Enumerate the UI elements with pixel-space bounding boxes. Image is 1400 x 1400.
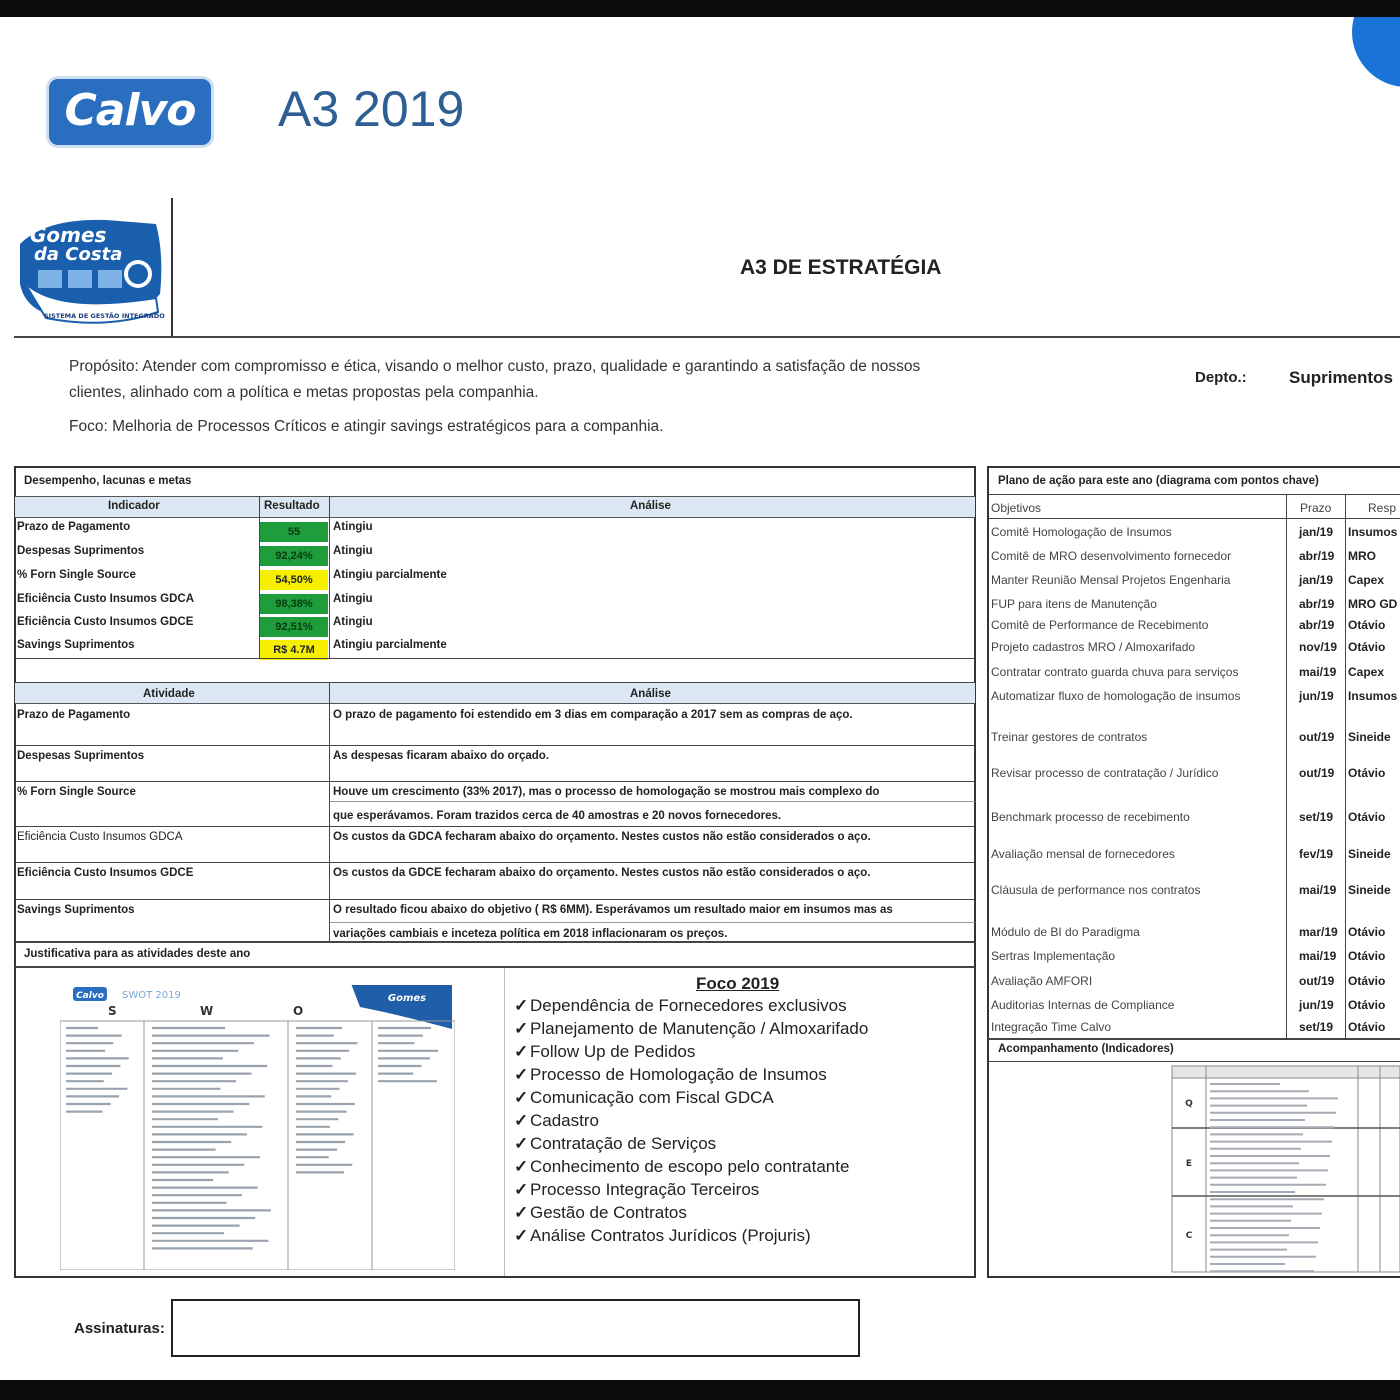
plano-resp: Otávio xyxy=(1348,949,1386,963)
plano-prazo: jan/19 xyxy=(1299,573,1334,587)
desempenho-analise: Atingiu xyxy=(333,593,373,605)
indicadores-group-e: E xyxy=(1185,1159,1193,1169)
desempenho-resultado: 55 xyxy=(260,522,328,542)
plano-objetivo: Comitê de MRO desenvolvimento fornecedor xyxy=(991,549,1232,563)
desempenho-header-resultado: Resultado xyxy=(264,500,320,512)
plano-objetivo: Contratar contrato guarda chuva para serviços xyxy=(991,665,1239,679)
proposito-text: Propósito: Atender com compromisso e ética, visando o melhor custo, prazo, qualidade e garantindo a satisfação de nossos clientes, alinhado com a política e metas propostas pela companhia. xyxy=(69,358,921,401)
gomes-logo-line1: Gomes xyxy=(30,223,107,247)
plano-objetivo: Cláusula de performance nos contratos xyxy=(991,883,1201,897)
foco2019-item: Comunicação com Fiscal GDCA xyxy=(530,1088,774,1107)
plano-prazo: out/19 xyxy=(1299,766,1335,780)
foco2019-item: Gestão de Contratos xyxy=(530,1203,687,1222)
indicadores-group-c: C xyxy=(1185,1231,1193,1241)
plano-objetivo: Comitê Homologação de Insumos xyxy=(991,525,1172,539)
corner-blue-shape xyxy=(1352,17,1400,102)
acompanhamento-title: Acompanhamento (Indicadores) xyxy=(998,1043,1174,1055)
plano-resp: Insumos xyxy=(1348,689,1398,703)
row-divider xyxy=(15,781,975,782)
atividade-name: Savings Suprimentos xyxy=(17,904,135,916)
plano-resp: Otávio xyxy=(1348,1020,1386,1034)
atividade-analise-line: Os custos da GDCA fecharam abaixo do orçamento. Nestes custos não estão considerados o aço. xyxy=(333,831,871,843)
plano-objetivo: Sertras Implementação xyxy=(991,949,1116,963)
plano-resp: Sineide xyxy=(1348,883,1391,897)
plano-resp: Insumos xyxy=(1348,525,1398,539)
plano-objetivo: FUP para itens de Manutenção xyxy=(991,597,1157,611)
plano-resp: Capex xyxy=(1348,573,1385,587)
plano-prazo: abr/19 xyxy=(1299,549,1335,563)
plano-objetivo: Automatizar fluxo de homologação de insumos xyxy=(991,689,1241,703)
desempenho-indicador: Prazo de Pagamento xyxy=(17,521,131,533)
foco2019-item: Contratação de Serviços xyxy=(530,1134,717,1153)
check-icon: ✓ xyxy=(514,1088,529,1107)
assinaturas-label: Assinaturas: xyxy=(74,1320,165,1337)
row-divider xyxy=(15,745,975,746)
plano-objetivo: Módulo de BI do Paradigma xyxy=(991,925,1140,939)
swot-title: SWOT 2019 xyxy=(122,990,181,1001)
desempenho-indicador: Eficiência Custo Insumos GDCE xyxy=(17,616,194,628)
foco2019-item: Dependência de Fornecedores exclusivos xyxy=(530,996,847,1015)
plano-objetivo: Avaliação mensal de fornecedores xyxy=(991,847,1175,861)
document-title: A3 DE ESTRATÉGIA xyxy=(740,256,942,279)
foco2019-item: Conhecimento de escopo pelo contratante xyxy=(530,1157,850,1176)
plano-prazo: mai/19 xyxy=(1299,949,1337,963)
check-icon: ✓ xyxy=(514,1042,529,1061)
plano-objetivo: Treinar gestores de contratos xyxy=(991,730,1148,744)
plano-resp: Otávio xyxy=(1348,766,1386,780)
top-black-bar xyxy=(0,0,1400,17)
atividades-header-atividade: Atividade xyxy=(143,688,195,700)
calvo-logo: Calvo xyxy=(46,76,214,148)
foco2019-item: Follow Up de Pedidos xyxy=(530,1042,696,1061)
plano-prazo: jun/19 xyxy=(1299,998,1334,1012)
check-icon: ✓ xyxy=(514,1134,529,1153)
plano-resp: Otávio xyxy=(1348,618,1386,632)
plano-prazo: mar/19 xyxy=(1299,925,1338,939)
swot-col-o: O xyxy=(293,1004,304,1018)
plano-objetivo: Avaliação AMFORI xyxy=(991,974,1093,988)
desempenho-resultado: 92,24% xyxy=(260,546,328,566)
plano-prazo: mai/19 xyxy=(1299,883,1337,897)
plano-objetivo: Manter Reunião Mensal Projetos Engenharia xyxy=(991,573,1231,587)
justificativa-title: Justificativa para as atividades deste ano xyxy=(24,948,251,960)
plano-resp: MRO xyxy=(1348,549,1376,563)
swot-col-w: W xyxy=(200,1004,214,1018)
desempenho-indicador: Savings Suprimentos xyxy=(17,639,135,651)
svg-text:Gomes: Gomes xyxy=(387,993,427,1004)
desempenho-resultado: 54,50% xyxy=(260,570,328,590)
row-divider xyxy=(15,826,975,827)
plano-prazo: set/19 xyxy=(1299,1020,1334,1034)
plano-resp: Sineide xyxy=(1348,847,1391,861)
plano-header-prazo: Prazo xyxy=(1300,501,1332,515)
plano-prazo: abr/19 xyxy=(1299,618,1335,632)
desempenho-indicador: Despesas Suprimentos xyxy=(17,545,145,557)
atividade-analise-line: O resultado ficou abaixo do objetivo ( R$ 6MM). Esperávamos um resultado maior em insumos mas as xyxy=(333,904,893,916)
header-divider xyxy=(14,336,1400,338)
row-divider xyxy=(15,899,975,900)
desempenho-indicador: Eficiência Custo Insumos GDCA xyxy=(17,593,195,605)
atividade-analise-line: variações cambiais e inceteza política em 2018 inflacionaram os preços. xyxy=(333,928,728,940)
check-icon: ✓ xyxy=(514,1019,529,1038)
check-icon: ✓ xyxy=(514,1226,529,1245)
check-icon: ✓ xyxy=(514,1111,529,1130)
desempenho-title: Desempenho, lacunas e metas xyxy=(24,475,192,487)
gomes-logo-caption: SISTEMA DE GESTÃO INTEGRADO xyxy=(44,312,165,320)
plano-resp: Otávio xyxy=(1348,974,1386,988)
plano-objetivo: Integração Time Calvo xyxy=(991,1020,1112,1034)
atividade-analise-line: Os custos da GDCE fecharam abaixo do orçamento. Nestes custos não estão considerados o aço. xyxy=(333,867,871,879)
plano-prazo: set/19 xyxy=(1299,810,1334,824)
check-icon: ✓ xyxy=(514,1203,529,1222)
desempenho-analise: Atingiu xyxy=(333,521,373,533)
desempenho-indicador: % Forn Single Source xyxy=(17,569,136,581)
gomes-da-costa-logo xyxy=(16,214,166,326)
header-divider-vertical xyxy=(171,198,173,338)
indicadores-thumbnail xyxy=(1170,1064,1400,1274)
plano-header-resp: Resp xyxy=(1368,501,1397,515)
check-icon: ✓ xyxy=(514,1180,529,1199)
desempenho-resultado: R$ 4.7M xyxy=(260,640,328,660)
atividade-analise-line: As despesas ficaram abaixo do orçado. xyxy=(333,750,550,762)
plano-resp: Otávio xyxy=(1348,998,1386,1012)
check-icon: ✓ xyxy=(514,1157,529,1176)
atividade-analise-line: que esperávamos. Foram trazidos cerca de 40 amostras e 20 novos fornecedores. xyxy=(333,810,782,822)
gomes-logo-line2: da Costa xyxy=(34,244,123,265)
swot-thumbnail xyxy=(60,985,455,1270)
atividade-name: Prazo de Pagamento xyxy=(17,709,131,721)
indicadores-group-q: Q xyxy=(1185,1099,1193,1109)
desempenho-analise: Atingiu parcialmente xyxy=(333,639,447,651)
swot-col-s: S xyxy=(108,1004,117,1018)
plano-objetivo: Comitê de Performance de Recebimento xyxy=(991,618,1209,632)
atividade-name: Eficiência Custo Insumos GDCA xyxy=(17,831,183,843)
atividade-name: % Forn Single Source xyxy=(17,786,136,798)
foco2019-item: Processo Integração Terceiros xyxy=(530,1180,760,1199)
atividade-name: Eficiência Custo Insumos GDCE xyxy=(17,867,194,879)
plano-objetivo: Auditorias Internas de Compliance xyxy=(991,998,1175,1012)
plano-resp: Sineide xyxy=(1348,730,1391,744)
bottom-black-bar xyxy=(0,1380,1400,1400)
desempenho-analise: Atingiu xyxy=(333,616,373,628)
plano-title: Plano de ação para este ano (diagrama com pontos chave) xyxy=(998,475,1319,487)
check-icon: ✓ xyxy=(514,996,529,1015)
plano-resp: Otávio xyxy=(1348,640,1386,654)
depto-value: Suprimentos xyxy=(1289,368,1393,387)
plano-objetivo: Benchmark processo de recebimento xyxy=(991,810,1190,824)
foco2019-item: Cadastro xyxy=(530,1111,599,1130)
foco-text: Foco: Melhoria de Processos Críticos e atingir savings estratégicos para a companhia. xyxy=(69,418,664,435)
foco2019-item: Processo de Homologação de Insumos xyxy=(530,1065,827,1084)
plano-objetivo: Revisar processo de contratação / Jurídico xyxy=(991,766,1219,780)
depto-label: Depto.: xyxy=(1195,369,1247,386)
desempenho-analise: Atingiu xyxy=(333,545,373,557)
atividades-header-analise: Análise xyxy=(630,688,671,700)
foco2019-item: Planejamento de Manutenção / Almoxarifado xyxy=(530,1019,869,1038)
plano-prazo: nov/19 xyxy=(1299,640,1338,654)
check-icon: ✓ xyxy=(514,1065,529,1084)
atividade-name: Despesas Suprimentos xyxy=(17,750,145,762)
foco2019-title: Foco 2019 xyxy=(696,974,780,993)
foco2019-item: Análise Contratos Jurídicos (Projuris) xyxy=(530,1226,811,1245)
desempenho-resultado: 98,38% xyxy=(260,594,328,614)
plano-resp: Otávio xyxy=(1348,810,1386,824)
plano-prazo: out/19 xyxy=(1299,730,1335,744)
plano-header-objetivos: Objetivos xyxy=(991,501,1042,515)
atividade-analise-line: Houve um crescimento (33% 2017), mas o processo de homologação se mostrou mais complexo do xyxy=(333,786,880,798)
plano-prazo: jun/19 xyxy=(1299,689,1334,703)
desempenho-analise: Atingiu parcialmente xyxy=(333,569,447,581)
plano-resp: Otávio xyxy=(1348,925,1386,939)
row-divider xyxy=(15,862,975,863)
plano-prazo: mai/19 xyxy=(1299,665,1337,679)
desempenho-header-analise: Análise xyxy=(630,500,671,512)
assinaturas-field[interactable] xyxy=(171,1299,860,1357)
plano-resp: MRO GD xyxy=(1348,597,1398,611)
plano-objetivo: Projeto cadastros MRO / Almoxarifado xyxy=(991,640,1196,654)
plano-prazo: abr/19 xyxy=(1299,597,1335,611)
line-divider xyxy=(330,922,975,923)
plano-prazo: jan/19 xyxy=(1299,525,1334,539)
line-divider xyxy=(330,801,975,802)
plano-resp: Capex xyxy=(1348,665,1385,679)
plano-prazo: out/19 xyxy=(1299,974,1335,988)
plano-prazo: fev/19 xyxy=(1299,847,1334,861)
page-title: A3 2019 xyxy=(278,81,465,137)
desempenho-header-indicador: Indicador xyxy=(108,500,160,512)
desempenho-resultado: 92,51% xyxy=(260,617,328,637)
atividade-analise-line: O prazo de pagamento foi estendido em 3 dias em comparação a 2017 sem as compras de aço. xyxy=(333,709,853,721)
swot-brand: Calvo xyxy=(76,991,104,1001)
